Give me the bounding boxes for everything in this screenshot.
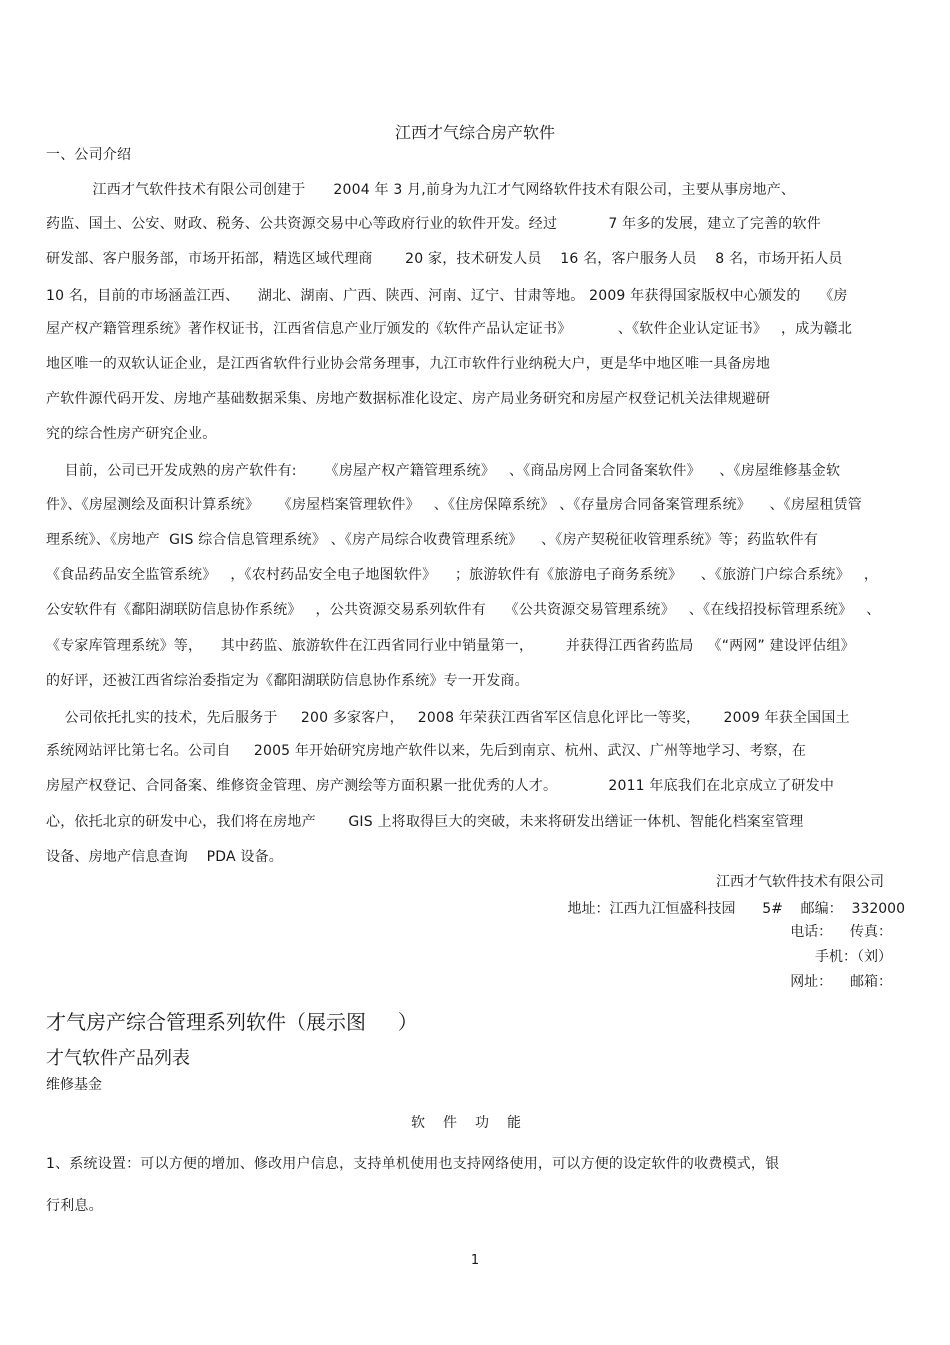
contact-mobile: 手机：（刘） (815, 949, 892, 965)
para1-line-6: 地区唯一的双软认证企业，是江西省软件行业协会常务理事，九江市软件行业纳税大户，更是华中地区唯一具备房地 (46, 356, 771, 372)
para1-line-5: 屋产权产籍管理系统》著作权证书，江西省信息产业厅颁发的《软件产品认定证书》 、《软件企业认定证书》 ，成为赣北 (46, 321, 853, 337)
para3-line-1: 公司依托扎实的技术，先后服务于 200 多家客户， 2008 年荣获江西省军区信息化评比一等奖， 2009 年获全国国土 (46, 710, 850, 726)
para2-line-1: 目前，公司已开发成熟的房产软件有: 《房屋产权产籍管理系统》 、《商品房网上合同备案软件》 、《房屋维修基金软 (46, 463, 841, 479)
section-heading-company-intro: 一、公司介绍 (46, 147, 132, 163)
heading-product-list: 才气软件产品列表 (46, 1048, 190, 1069)
contact-web-email: 网址： 邮箱： (790, 974, 892, 990)
para2-line-3: 理系统》、《房地产 GIS 综合信息管理系统》 、《房产局综合收费管理系统》 、《房产契税征收管理系统》等；药监软件有 (46, 532, 819, 548)
para1-line-2: 药监、国土、公安、财政、税务、公共资源交易中心等政府行业的软件开发。经过 7 年多的发展，建立了完善的软件 (46, 216, 821, 232)
para3-line-2: 系统网站评比第七名。公司自 2005 年开始研究房地产软件以来，先后到南京、杭州、武汉、广州等地学习、考察，在 (46, 743, 807, 759)
para2-line-4: 《食品药品安全监管系统》 ，《农村药品安全电子地图软件》 ；旅游软件有《旅游电子商务系统》 、《旅游门户综合系统》 ， (46, 567, 879, 583)
para1-line-8: 究的综合性房产研究企业。 (46, 426, 217, 442)
function-item-1-line-1: 1、系统设置：可以方便的增加、修改用户信息，支持单机使用也支持网络使用，可以方便的设定软件的收费模式，银 (46, 1156, 780, 1172)
contact-address: 地址：江西九江恒盛科技园 5# 邮编： 332000 (567, 901, 905, 917)
document-title: 江西才气综合房产软件 (394, 123, 555, 142)
para1-line-4: 10 名，目前的市场涵盖江西、 湖北、湖南、广西、陕西、河南、辽宁、甘肃等地。 2009 年获得国家版权中心颁发的 《房 (46, 288, 848, 304)
para3-line-5: 设备、房地产信息查询 PDA 设备。 (46, 849, 284, 865)
para1-line-7: 产软件源代码开发、房地产基础数据采集、房地产数据标准化设定、房产局业务研究和房屋产权登记机关法律规避研 (46, 391, 771, 407)
para2-line-7: 的好评，还被江西省综治委指定为《鄱阳湖联防信息协作系统》专一开发商。 (46, 673, 529, 689)
product-name: 维修基金 (46, 1077, 102, 1093)
para2-line-6: 《专家库管理系统》等， 其中药监、旅游软件在江西省同行业中销量第一， 并获得江西省药监局 《“两网” 建设评估组》 (46, 638, 855, 654)
page-number: 1 (470, 1253, 480, 1268)
para2-line-2: 件》、《房屋测绘及面积计算系统》 《房屋档案管理软件》 、《住房保障系统》 、《存量房合同备案管理系统》 、《房屋租赁管 (46, 497, 862, 513)
para2-line-5: 公安软件有《鄱阳湖联防信息协作系统》 ，公共资源交易系列软件有 《公共资源交易管理系统》 、《在线招投标管理系统》 、 (46, 602, 881, 618)
para3-line-3: 房屋产权登记、合同备案、维修资金管理、房产测绘等方面积累一批优秀的人才。 2011 年底我们在北京成立了研发中 (46, 778, 835, 794)
para3-line-4: 心，依托北京的研发中心，我们将在房地产 GIS 上将取得巨大的突破，未来将研发出缮证一体机、智能化档案室管理 (46, 814, 804, 830)
function-item-1-line-2: 行利息。 (46, 1198, 103, 1214)
heading-showcase: 才气房产综合管理系列软件（展示图 ） (46, 1010, 418, 1034)
para1-line-3: 研发部、客户服务部，市场开拓部，精选区域代理商 20 家，技术研发人员 16 名，客户服务人员 8 名，市场开拓人员 (46, 251, 843, 267)
contact-phone-fax: 电话： 传真： (790, 924, 892, 940)
para1-line-1: 江西才气软件技术有限公司创建于 2004 年 3 月,前身为九江才气网络软件技术有限公司，主要从事房地产、 (46, 182, 796, 198)
contact-company: 江西才气软件技术有限公司 (716, 874, 884, 890)
function-heading: 软件功能 (411, 1115, 539, 1131)
